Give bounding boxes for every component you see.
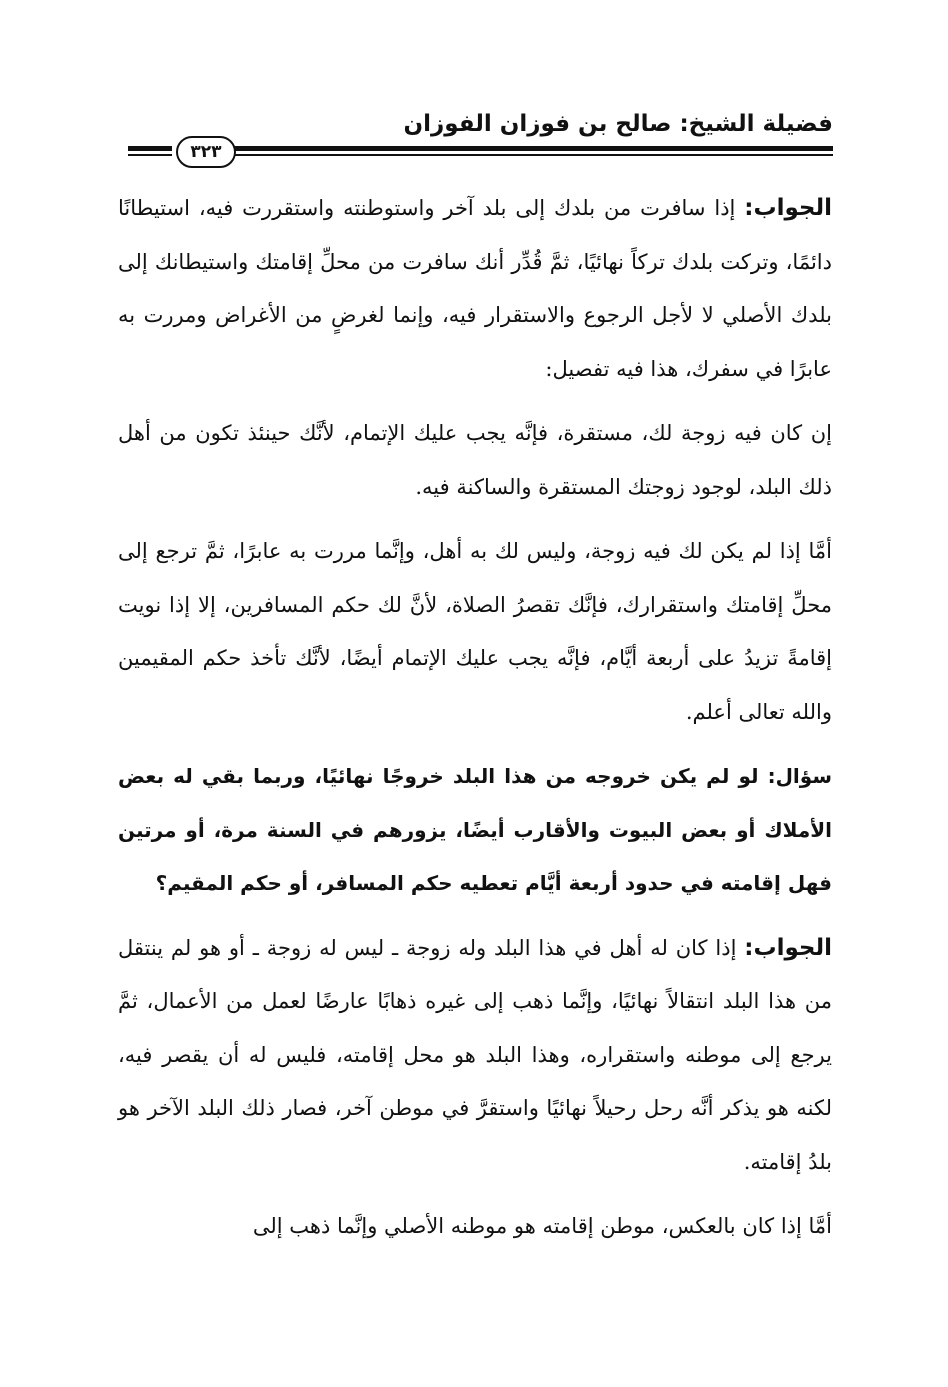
header-rule-left-thick xyxy=(128,146,172,151)
paragraph-text: أمَّا إذا كان بالعكس، موطن إقامته هو موطنه الأصلي وإنَّما ذهب إلى xyxy=(252,1214,832,1238)
paragraph xyxy=(118,407,832,514)
paragraph-text: إن كان فيه زوجة لك، مستقرة، فإنَّه يجب عليك الإتمام، لأنَّك حينئذ تكون من أهل ذلك البلد، لوجود زوجتك المستقرة والساكنة فيه. xyxy=(118,421,832,499)
answer-label: الجواب: xyxy=(744,934,832,961)
answer-paragraph xyxy=(118,922,832,1190)
paragraph-text: إذا سافرت من بلدك إلى بلد آخر واستوطنته واستقررت فيه، استيطانًا دائمًا، وتركت بلدك تركاً نهائيًا، ثمَّ قُدِّر أنك سافرت من محلِّ إقامتك واستيطانك إلى بلدك الأصلي لا لأجل الرجوع والاستقرار فيه، وإنما لغرضٍ من الأغراض ومررت به عابرًا في سفرك، هذا فيه تفصيل: xyxy=(118,196,832,381)
header-rule-thick xyxy=(233,146,833,151)
question-text: سؤال: لو لم يكن خروجه من هذا البلد خروجًا نهائيًا، وربما بقي له بعض الأملاك أو بعض البيوت والأقارب أيضًا، يزورهم في السنة مرة، أو مرتين فهل إقامته في حدود أربعة أيَّام تعطيه حكم المسافر، أو حكم المقيم؟ xyxy=(118,764,832,895)
paragraph-text: أمَّا إذا لم يكن لك فيه زوجة، وليس لك به أهل، وإنَّما مررت به عابرًا، ثمَّ ترجع إلى محلِّ إقامتك واستقرارك، فإنَّك تقصرُ الصلاة، لأنَّ لك حكم المسافرين، إلا إذا نويت إقامةً تزيدُ على أربعة أيَّام، فإنَّه يجب عليك الإتمام أيضًا، لأنَّك تأخذ حكم المقيمين والله تعالى أعلم. xyxy=(118,539,832,724)
page-number: ٣٢٣ xyxy=(176,136,236,168)
header-rule-left-thin xyxy=(128,154,172,156)
header-rule-thin xyxy=(233,154,833,156)
paragraph xyxy=(118,1200,832,1254)
running-title: فضيلة الشيخ: صالح بن فوزان الفوزان xyxy=(403,111,833,137)
paragraph xyxy=(118,525,832,739)
page-header xyxy=(128,108,833,164)
page-body xyxy=(118,182,832,1265)
answer-paragraph xyxy=(118,182,832,396)
answer-label: الجواب: xyxy=(744,195,832,221)
question-paragraph xyxy=(118,750,832,911)
paragraph-text: إذا كان له أهل في هذا البلد وله زوجة ـ ليس له زوجة ـ أو هو لم ينتقل من هذا البلد انتقالاً نهائيًا، وإنَّما ذهب إلى غيره ذهابًا عارضًا لعمل من الأعمال، ثمَّ يرجع إلى موطنه واستقراره، وهذا البلد هو محل إقامته، فليس له أن يقصر فيه، لكنه هو يذكر أنَّه رحل رحيلاً نهائيًا واستقرَّ في موطن آخر، فصار ذلك البلد الآخر هو بلدُ إقامته. xyxy=(118,935,832,1174)
